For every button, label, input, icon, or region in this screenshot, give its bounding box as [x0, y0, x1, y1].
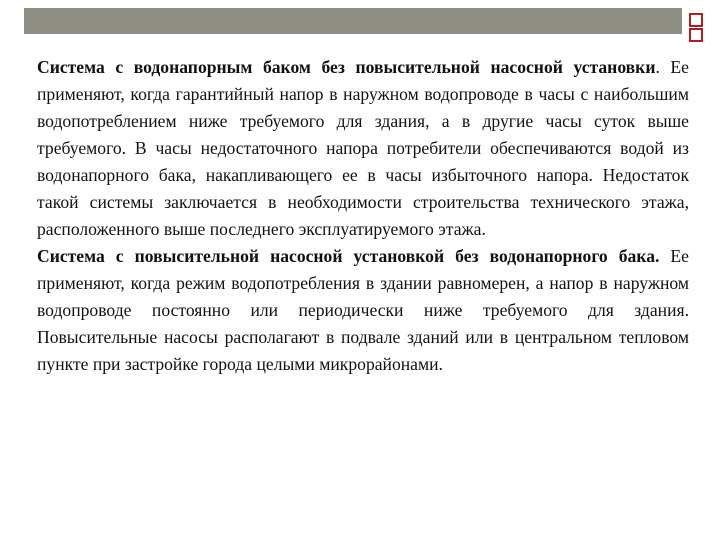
paragraph-1	[37, 54, 689, 243]
paragraph-2-heading: Система с повысительной насосной установкой без водонапорного бака.	[37, 246, 660, 266]
paragraph-2-body: Ее применяют, когда режим водопотребления в здании равномерен, а напор в наружном водопроводе постоянно или периодически ниже требуемого для здания. Повысительные насосы располагают в подвале зданий или в центральном тепловом пункте при застройке города целыми микрорайонами.	[37, 246, 689, 374]
paragraph-1-body: . Ее применяют, когда гарантийный напор в наружном водопроводе в часы с наибольшим водопотреблением ниже требуемого для здания, а в другие часы суток выше требуемого. В часы недостаточного напора потребители обеспечиваются водой из водонапорного бака, накапливающего ее в часы избыточного напора. Недостаток такой системы заключается в необходимости строительства технического этажа, расположенного выше последнего эксплуатируемого этажа.	[37, 57, 689, 239]
slide-content	[37, 54, 689, 378]
paragraph-1-heading: Система с водонапорным баком без повысительной насосной установки	[37, 57, 656, 77]
paragraph-2	[37, 243, 689, 378]
corner-square-icon	[689, 13, 703, 27]
slide-title-bar	[24, 8, 682, 34]
corner-square-icon-lower	[689, 28, 703, 42]
